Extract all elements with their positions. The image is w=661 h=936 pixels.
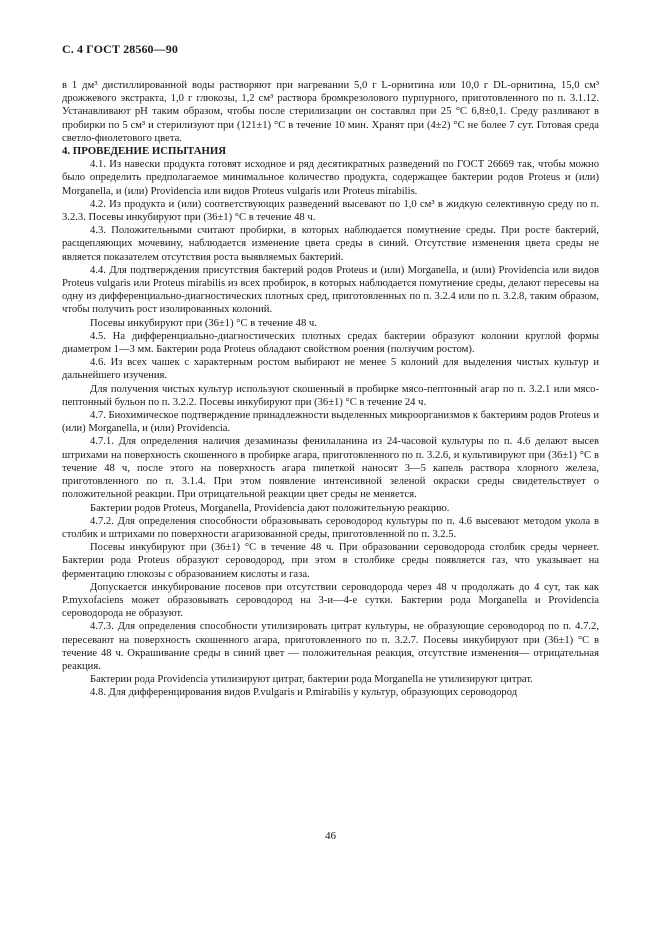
paragraph: Посевы инкубируют при (36±1) °С в течение 48 ч. xyxy=(90,317,317,329)
paragraph: Бактерии родов Proteus, Morganella, Providencia дают положительную реакцию. xyxy=(90,502,450,514)
paragraph: 4.7. Биохимическое подтверждение принадлежности выделенных микроорганизмов к бактериям родов Proteus и (или) Morganella, и (или) Providencia. xyxy=(62,410,599,435)
document-body xyxy=(62,79,599,700)
paragraph: 4.2. Из продукта и (или) соответствующих разведений высевают по 1,0 см³ в жидкую селективную среду по п. 3.2.3. Посевы инкубируют при (36±1) °С в течение 48 ч. xyxy=(62,198,599,224)
paragraph: 4.4. Для подтверждения присутствия бактерий родов Proteus и (или) Morganella, и (или) Providencia или видов Proteus vulgaris или Proteus mirabilis из всех пробирок, в которых наблюдается помутнение среды, делают пересевы на одну из дифференциально-диагностических плотных сред, приготовленных по п. 3.2.4 или по п. 3.2.8, таким образом, чтобы получить рост изолированных колоний. xyxy=(62,264,599,316)
paragraph: Допускается инкубирование посевов при отсутствии сероводорода через 48 ч продолжать до 4 сут, так как P.myxofaciens может образовывать сероводород на 3-и—4-е сутки. Бактерии рода Morganella и Providencia сероводорода не образуют. xyxy=(62,581,599,620)
paragraph: 4.7.2. Для определения способности образовывать сероводород культуры по п. 4.6 высевают методом укола в столбик и штрихами по поверхности агаризованной среды, приготовленной по п. 3.2.5. xyxy=(62,515,599,540)
paragraph: Для получения чистых культур используют скошенный в пробирке мясо-пептонный агар по п. 3.2.1 или мясо-пептонный бульон по п. 3.2.2. Посевы инкубируют при (36±1) °С в течение 24 ч. xyxy=(62,383,599,408)
paragraph: в 1 дм³ дистиллированной воды растворяют при нагревании 5,0 г L-орнитина или 10,0 г DL-орнитина, 15,0 см³ дрожжевого экстракта, 1,0 г глюкозы, 1,2 см³ раствора бромкрезолового пурпурного, приготовленного по п. 3.1.12. Устанавливают pH таким образом, чтобы после стерилизации он составлял при 25 °С 6,8±0,1. Среду разливают в пробирки по 5 см³ и стерилизуют при (121±1) °С в течение 10 мин. Хранят при (4±2) °С не более 7 сут. Готовая среда светло-фиолетового цвета. xyxy=(62,80,599,144)
page-header: С. 4 ГОСТ 28560—90 xyxy=(62,42,178,56)
page-number: 46 xyxy=(325,830,336,842)
paragraph: 4.5. На дифференциально-диагностических плотных средах бактерии образуют колонии круглой формы диаметром 1—3 мм. Бактерии рода Proteus обладают свойством роения (ползучим ростом). xyxy=(62,330,599,356)
paragraph: 4.7.3. Для определения способности утилизировать цитрат культуры, не образующие сероводород по п. 4.7.2, пересевают на поверхность скошенного агара, приготовленного по п. 3.2.7. Посевы инкубируют при (36±1) °С в течение 48 ч. Окрашивание среды в синий цвет — положительная реакция, отсутствие изменения— отрицательная реакция. xyxy=(62,621,599,672)
section-title: 4. ПРОВЕДЕНИЕ ИСПЫТАНИЯ xyxy=(62,145,227,158)
paragraph: 4.7.1. Для определения наличия дезаминазы фенилаланина из 24-часовой культуры по п. 4.6 делают высев штрихами на поверхность скошенного в пробирке агара, приготовленного по п. 3.2.6, и культивируют при (36±1) °С в течение 48 ч, после этого на поверхность агара пипеткой наносят 3—5 капель раствора хлорного железа, приготовленного по п. 3.1.4. При этом появление интенсивной зеленой окраски среды свидетельствует о положительной реакции. При отрицательной реакции цвет среды не меняется. xyxy=(62,436,599,501)
paragraph: 4.3. Положительными считают пробирки, в которых наблюдается помутнение среды. При росте бактерий, расщепляющих мочевину, наблюдается изменение цвета среды в синий. Отсутствие изменения цвета среды не является показателем отсутствия роста выявляемых бактерий. xyxy=(62,225,599,263)
paragraph: 4.1. Из навески продукта готовят исходное и ряд десятикратных разведений по ГОСТ 26669 так, чтобы можно было определить предполагаемое минимальное количество продукта, содержащее бактерии родов Proteus и (или) Morganella, и (или) Providencia или видов Proteus vulgaris или Proteus mirabilis. xyxy=(62,159,599,197)
paragraph: 4.6. Из всех чашек с характерным ростом выбирают не менее 5 колоний для выделения чистых культур и дальнейшего изучения. xyxy=(62,357,599,382)
paragraph: 4.8. Для дифференцирования видов P.vulgaris и P.mirabilis у культур, образующих сероводород xyxy=(90,687,518,699)
paragraph: Бактерии рода Providencia утилизируют цитрат, бактерии рода Morganella не утилизируют цитрат. xyxy=(90,674,533,686)
paragraph: Посевы инкубируют при (36±1) °С в течение 48 ч. При образовании сероводорода столбик среды чернеет. Бактерии рода Proteus образуют сероводород, при этом в столбике среды появляется газ, что указывает на ферментацию глюкозы с образованием кислоты и газа. xyxy=(62,542,599,580)
